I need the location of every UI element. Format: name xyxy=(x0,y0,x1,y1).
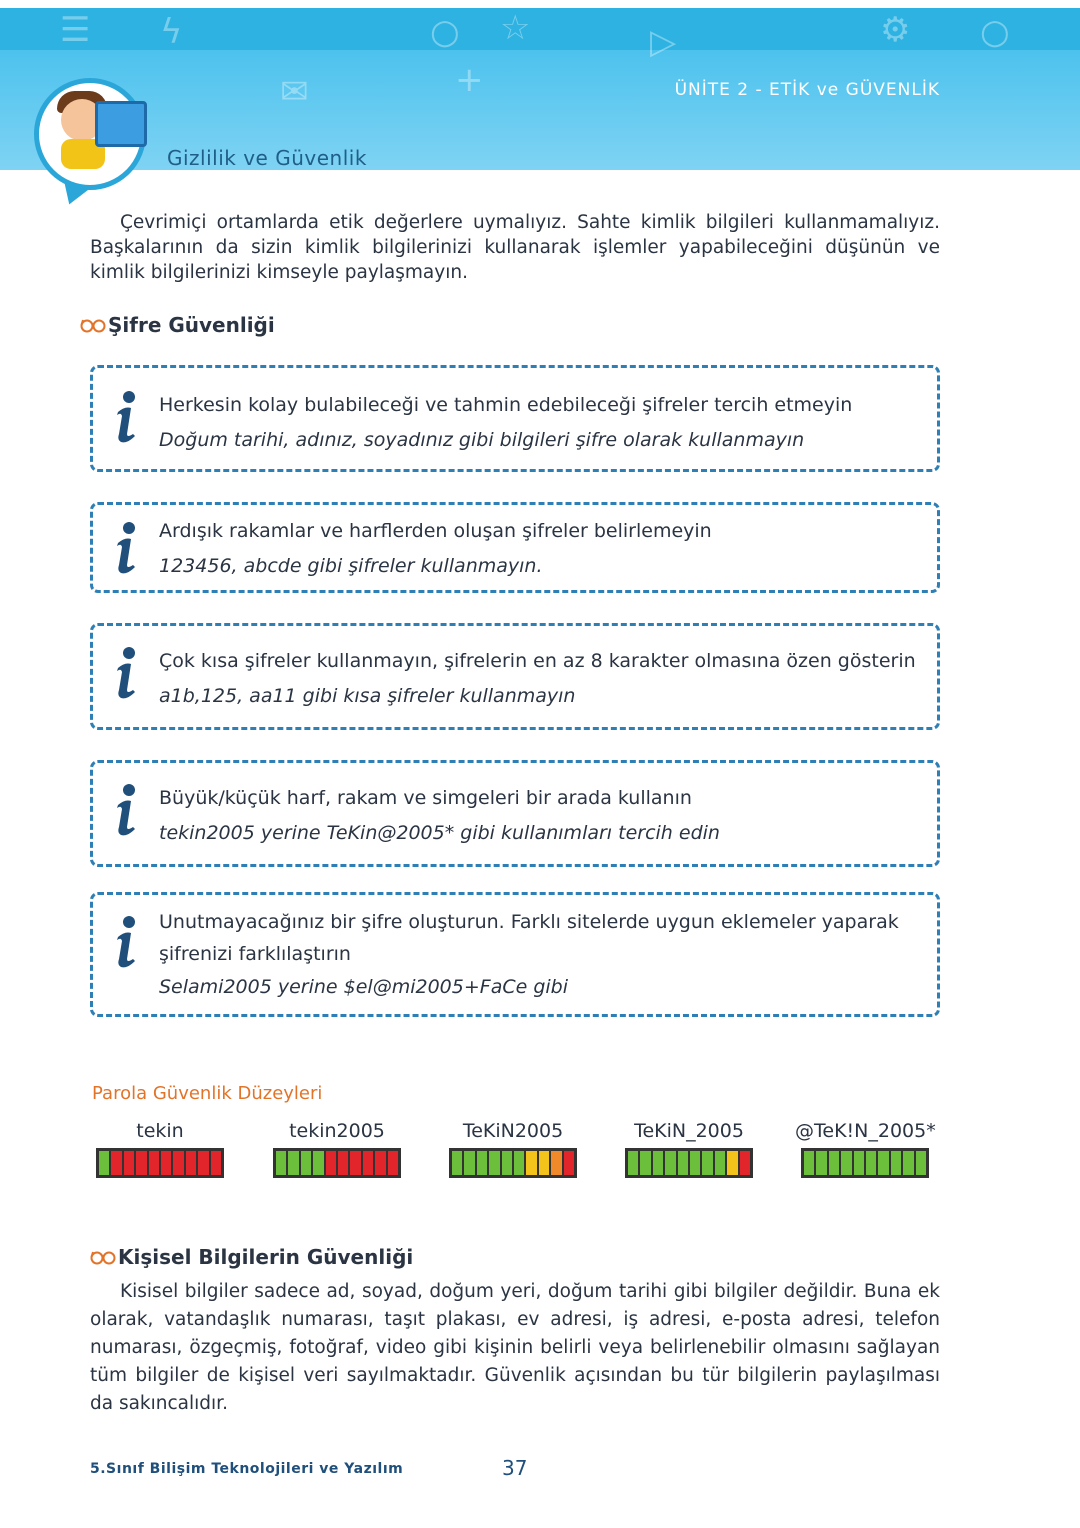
strength-segment-green xyxy=(665,1151,675,1175)
strength-meter xyxy=(449,1148,577,1178)
personal-info-paragraph xyxy=(90,1278,940,1418)
strength-meter xyxy=(96,1148,224,1178)
strength-segment-yellow xyxy=(539,1151,549,1175)
strength-segment-green xyxy=(640,1151,650,1175)
info-icon xyxy=(113,783,139,837)
strength-segment-green xyxy=(866,1151,876,1175)
strength-segment-green xyxy=(841,1151,851,1175)
strength-segment-green xyxy=(816,1151,826,1175)
strength-level xyxy=(795,1118,935,1178)
tip-box xyxy=(90,365,940,472)
strength-label: TeKiN_2005 xyxy=(634,1120,744,1142)
circle-icon-2: ○ xyxy=(980,12,1010,52)
tip-example: 123456, abcde gibi şifreler kullanmayın. xyxy=(159,555,543,577)
top-strip xyxy=(0,0,1080,8)
lightning-icon: ϟ xyxy=(160,12,183,52)
computer-icon xyxy=(95,101,147,147)
strength-segment-red xyxy=(198,1151,208,1175)
tip-example: a1b,125, aa11 gibi kısa şifreler kullanmayın xyxy=(159,685,576,707)
strength-segment-red xyxy=(149,1151,159,1175)
tip-text-continued: şifrenizi farklılaştırın xyxy=(159,943,351,965)
strength-segment-green xyxy=(502,1151,512,1175)
menu-icon: ☰ xyxy=(60,10,91,50)
mascot-avatar xyxy=(34,78,146,190)
intro-text: Çevrimiçi ortamlarda etik değerlere uymalıyız. Sahte kimlik bilgileri kullanmamalıyız. Başkalarının da sizin kimlik bilgilerinizi kullanarak işlemler yapabileceğini düşünün ve kimlik bilgilerinizi kimseyle paylaşmayın. xyxy=(90,212,940,283)
strength-segment-red xyxy=(338,1151,348,1175)
strength-levels-title: Parola Güvenlik Düzeyleri xyxy=(92,1083,323,1104)
strength-segment-green xyxy=(903,1151,913,1175)
strength-meter xyxy=(625,1148,753,1178)
glasses-icon xyxy=(90,1249,116,1265)
strength-segment-orange xyxy=(551,1151,561,1175)
strength-segment-green xyxy=(829,1151,839,1175)
strength-segment-red xyxy=(136,1151,146,1175)
tip-text: Ardışık rakamlar ve harflerden oluşan şifreler belirlemeyin xyxy=(159,520,712,542)
strength-segment-green xyxy=(628,1151,638,1175)
tip-box xyxy=(90,892,940,1017)
personal-info-heading-text: Kişisel Bilgilerin Güvenliği xyxy=(118,1245,414,1269)
strength-segment-green xyxy=(489,1151,499,1175)
strength-level xyxy=(267,1118,407,1178)
strength-segment-green xyxy=(514,1151,524,1175)
strength-segment-red xyxy=(375,1151,385,1175)
strength-segment-green xyxy=(702,1151,712,1175)
strength-segment-red xyxy=(161,1151,171,1175)
strength-segment-green xyxy=(878,1151,888,1175)
strength-segment-yellow xyxy=(526,1151,536,1175)
strength-segment-green xyxy=(301,1151,311,1175)
header-banner xyxy=(0,8,1080,170)
strength-segment-red xyxy=(111,1151,121,1175)
strength-segment-green xyxy=(464,1151,474,1175)
tip-example: Selami2005 yerine $el@mi2005+FaCe gibi xyxy=(159,976,569,998)
tip-text: Herkesin kolay bulabileceği ve tahmin edebileceği şifreler tercih etmeyin xyxy=(159,394,853,416)
tip-text: Büyük/küçük harf, rakam ve simgeleri bir arada kullanın xyxy=(159,787,692,809)
info-icon xyxy=(113,646,139,700)
strength-label: @TeK!N_2005* xyxy=(795,1120,936,1142)
strength-segment-red xyxy=(186,1151,196,1175)
strength-segment-green xyxy=(916,1151,926,1175)
strength-segment-green xyxy=(276,1151,286,1175)
tip-text: Unutmayacağınız bir şifre oluşturun. Farklı sitelerde uygun eklemeler yaparak xyxy=(159,911,899,933)
strength-meter xyxy=(273,1148,401,1178)
strength-level xyxy=(90,1118,230,1178)
strength-segment-green xyxy=(690,1151,700,1175)
strength-segment-red xyxy=(211,1151,221,1175)
strength-label: tekin2005 xyxy=(289,1120,385,1142)
strength-label: TeKiN2005 xyxy=(462,1120,564,1142)
star-icon: ☆ xyxy=(500,8,531,48)
strength-segment-green xyxy=(288,1151,298,1175)
strength-segment-yellow xyxy=(727,1151,737,1175)
intro-paragraph xyxy=(90,210,940,285)
strength-meter xyxy=(801,1148,929,1178)
strength-segment-red xyxy=(740,1151,750,1175)
tip-box xyxy=(90,760,940,867)
strength-segment-red xyxy=(173,1151,183,1175)
strength-segment-green xyxy=(854,1151,864,1175)
password-security-heading xyxy=(80,313,275,337)
tip-example: Doğum tarihi, adınız, soyadınız gibi bilgileri şifre olarak kullanmayın xyxy=(159,429,805,451)
strength-segment-red xyxy=(124,1151,134,1175)
mail-icon: ✉ xyxy=(280,72,309,112)
strength-segment-green xyxy=(715,1151,725,1175)
info-icon xyxy=(113,915,139,969)
strength-segment-green xyxy=(653,1151,663,1175)
strength-segment-green xyxy=(452,1151,462,1175)
strength-label: tekin xyxy=(136,1120,184,1142)
strength-segment-green xyxy=(99,1151,109,1175)
strength-segment-red xyxy=(326,1151,336,1175)
strength-segment-green xyxy=(804,1151,814,1175)
tip-example: tekin2005 yerine TeKin@2005* gibi kullanımları tercih edin xyxy=(159,822,720,844)
book-title: 5.Sınıf Bilişim Teknolojileri ve Yazılım xyxy=(90,1461,404,1477)
plus-icon: + xyxy=(455,60,484,100)
strength-level xyxy=(619,1118,759,1178)
tip-box xyxy=(90,623,940,730)
unit-title: ÜNİTE 2 - ETİK ve GÜVENLİK xyxy=(674,80,940,100)
personal-info-heading xyxy=(90,1245,413,1269)
strength-segment-red xyxy=(388,1151,398,1175)
speech-bubble-tail xyxy=(56,179,90,209)
tip-box xyxy=(90,502,940,593)
gear-icon: ⚙ xyxy=(880,10,911,50)
section-title: Gizlilik ve Güvenlik xyxy=(167,146,367,170)
info-icon xyxy=(113,390,139,444)
strength-segment-green xyxy=(891,1151,901,1175)
personal-info-text: Kisisel bilgiler sadece ad, soyad, doğum yeri, doğum tarihi gibi bilgiler değildir. Buna ek olarak, vatandaşlık numarası, taşıt plakası, ev adresi, iş adresi, e-posta adresi, telefon numarası, özgeçmiş, fotoğraf, video gibi kişinin belirli veya belirlenebilir olmasını sağlayan tüm bilgiler de kişisel veri sayılmaktadır. Güvenlik açısından bu tür bilgilerin paylaşılması da sakıncalıdır. xyxy=(90,1281,940,1414)
strength-segment-red xyxy=(350,1151,360,1175)
page-number: 37 xyxy=(502,1456,528,1480)
strength-segment-green xyxy=(477,1151,487,1175)
circle-icon: ○ xyxy=(430,12,460,52)
play-icon: ▷ xyxy=(650,22,677,62)
tip-text: Çok kısa şifreler kullanmayın, şifrelerin en az 8 karakter olmasına özen gösterin xyxy=(159,650,916,672)
password-security-heading-text: Şifre Güvenliği xyxy=(108,313,275,337)
strength-segment-green xyxy=(313,1151,323,1175)
glasses-icon xyxy=(80,317,106,333)
strength-segment-red xyxy=(564,1151,574,1175)
info-icon xyxy=(113,521,139,575)
strength-segment-green xyxy=(678,1151,688,1175)
strength-segment-red xyxy=(363,1151,373,1175)
strength-level xyxy=(443,1118,583,1178)
